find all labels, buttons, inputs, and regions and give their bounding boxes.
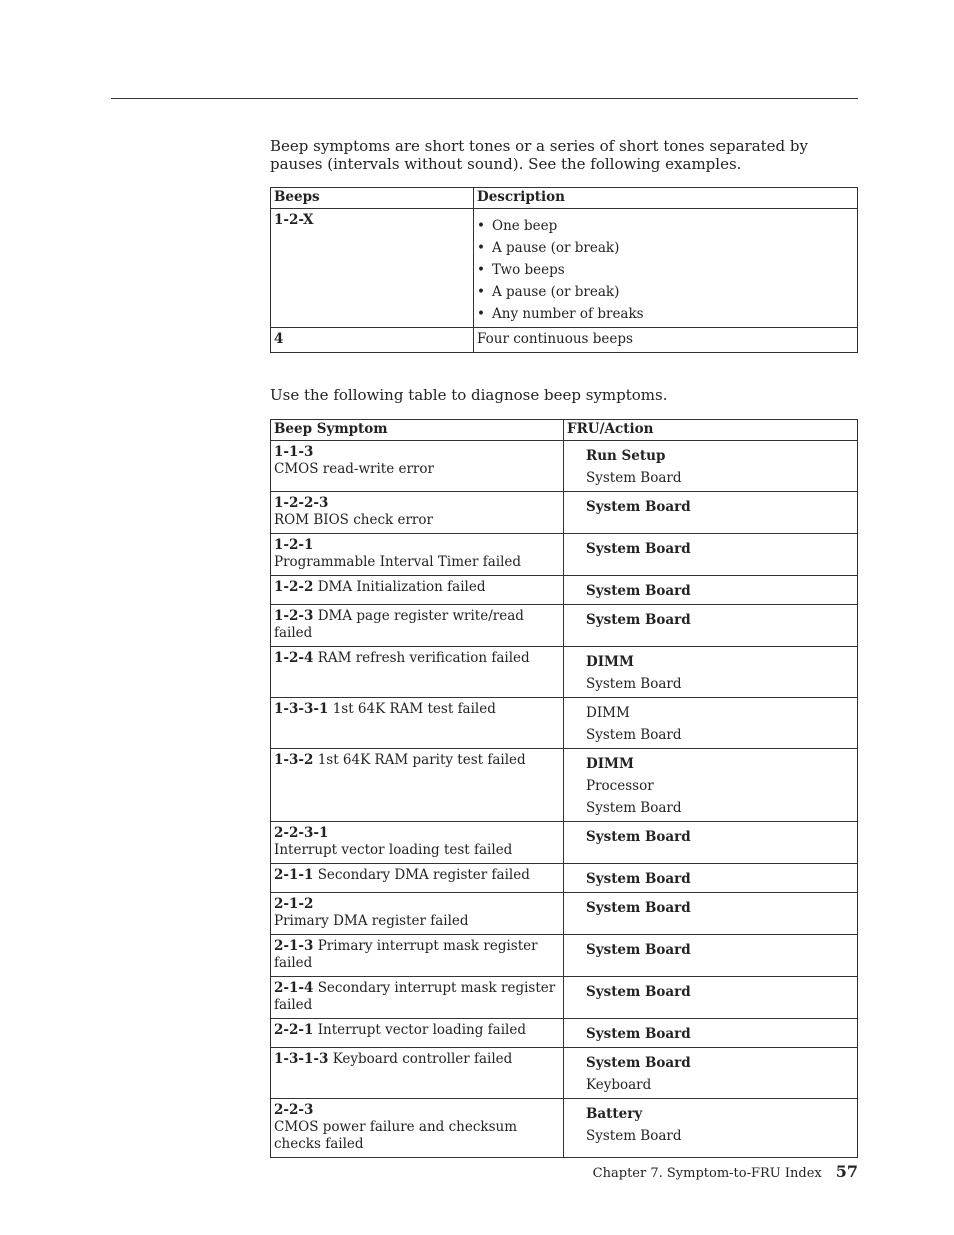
list-item: • A pause (or break) bbox=[477, 240, 620, 256]
page-number: 57 bbox=[835, 1162, 858, 1181]
top-rule bbox=[111, 98, 858, 99]
symptom-description: Interrupt vector loading test failed bbox=[274, 842, 513, 858]
fru-item: Processor bbox=[586, 778, 654, 794]
table-row bbox=[271, 209, 858, 328]
symptom-description: 1st 64K RAM test failed bbox=[332, 701, 496, 717]
beep-code: 2-1-1 bbox=[274, 867, 314, 883]
fru-action-cell bbox=[564, 1019, 858, 1048]
bullet-icon: • bbox=[477, 240, 485, 256]
beep-code: 1-2-2 bbox=[274, 579, 314, 595]
beep-symptom-cell bbox=[271, 1099, 564, 1158]
chapter-title: Chapter 7. Symptom-to-FRU Index bbox=[592, 1166, 822, 1181]
fru-item: System Board bbox=[586, 470, 682, 486]
table-row bbox=[271, 749, 858, 822]
beep-code: 2-1-3 bbox=[274, 938, 314, 954]
table-row bbox=[271, 977, 858, 1019]
table-header-row bbox=[271, 420, 858, 441]
beep-code: 1-3-1-3 bbox=[274, 1051, 329, 1067]
column-header: Beep Symptom bbox=[271, 420, 564, 441]
fru-item: System Board bbox=[586, 1055, 691, 1071]
fru-item: System Board bbox=[586, 1026, 691, 1042]
beep-description bbox=[474, 209, 858, 328]
fru-item: DIMM bbox=[586, 705, 630, 721]
instruction-text: Use the following table to diagnose beep symptoms. bbox=[270, 386, 668, 404]
beep-code: 2-1-4 bbox=[274, 980, 314, 996]
fru-item: Keyboard bbox=[586, 1077, 652, 1093]
symptom-table-body bbox=[271, 441, 858, 1158]
symptom-description: Secondary interrupt mask register failed bbox=[274, 980, 556, 1013]
table-row bbox=[271, 647, 858, 698]
beep-symptom-cell bbox=[271, 441, 564, 492]
beep-code: 4 bbox=[271, 328, 474, 353]
intro-paragraph: Beep symptoms are short tones or a series of short tones separated by pauses (intervals without sound). See the following examples. bbox=[270, 137, 808, 173]
table-row bbox=[271, 441, 858, 492]
fru-action-cell bbox=[564, 864, 858, 893]
fru-item: System Board bbox=[586, 727, 682, 743]
fru-action-cell bbox=[564, 935, 858, 977]
symptom-description: DMA page register write/read failed bbox=[274, 608, 524, 641]
beep-symptom-cell bbox=[271, 1019, 564, 1048]
beep-description: Four continuous beeps bbox=[474, 328, 858, 353]
beep-code: 1-2-2-3 bbox=[274, 495, 329, 511]
fru-item: System Board bbox=[586, 871, 691, 887]
fru-item: System Board bbox=[586, 800, 682, 816]
list-item: • One beep bbox=[477, 218, 558, 234]
beep-symptom-cell bbox=[271, 605, 564, 647]
fru-item: System Board bbox=[586, 612, 691, 628]
page-content bbox=[270, 137, 858, 1158]
bullet-icon: • bbox=[477, 218, 485, 234]
symptom-description: Primary interrupt mask register failed bbox=[274, 938, 538, 971]
fru-item: DIMM bbox=[586, 756, 634, 772]
symptom-description: Secondary DMA register failed bbox=[317, 867, 530, 883]
column-header: FRU/Action bbox=[564, 420, 858, 441]
fru-action-cell bbox=[564, 492, 858, 534]
fru-item: System Board bbox=[586, 900, 691, 916]
beep-symptom-cell bbox=[271, 534, 564, 576]
symptom-description: CMOS read-write error bbox=[274, 461, 434, 477]
fru-action-cell bbox=[564, 534, 858, 576]
fru-action-cell bbox=[564, 822, 858, 864]
beep-code: 1-2-X bbox=[271, 209, 474, 328]
fru-action-cell bbox=[564, 1048, 858, 1099]
beep-code: 1-3-2 bbox=[274, 752, 314, 768]
beep-symptom-cell bbox=[271, 864, 564, 893]
symptom-description: DMA Initialization failed bbox=[317, 579, 486, 595]
column-header: Beeps bbox=[271, 188, 474, 209]
beep-code: 1-1-3 bbox=[274, 444, 314, 460]
beep-symptom-cell bbox=[271, 935, 564, 977]
table-row bbox=[271, 1048, 858, 1099]
fru-item: System Board bbox=[586, 499, 691, 515]
fru-item: Battery bbox=[586, 1106, 643, 1122]
symptom-description: Programmable Interval Timer failed bbox=[274, 554, 522, 570]
fru-action-cell bbox=[564, 647, 858, 698]
symptom-description: Interrupt vector loading failed bbox=[317, 1022, 526, 1038]
table-row bbox=[271, 1099, 858, 1158]
fru-action-cell bbox=[564, 576, 858, 605]
symptom-description: Keyboard controller failed bbox=[332, 1051, 513, 1067]
table-row bbox=[271, 822, 858, 864]
beep-symptom-cell bbox=[271, 822, 564, 864]
beep-code: 1-2-1 bbox=[274, 537, 314, 553]
table-row bbox=[271, 864, 858, 893]
description-list bbox=[477, 218, 854, 323]
bullet-icon: • bbox=[477, 284, 485, 300]
table-row bbox=[271, 328, 858, 353]
column-header: Description bbox=[474, 188, 858, 209]
list-item: • A pause (or break) bbox=[477, 284, 620, 300]
fru-action-cell bbox=[564, 1099, 858, 1158]
beep-symptom-table bbox=[270, 419, 858, 1158]
beep-symptom-cell bbox=[271, 893, 564, 935]
list-item: • Two beeps bbox=[477, 262, 565, 278]
list-item: • Any number of breaks bbox=[477, 306, 644, 322]
beep-symptom-cell bbox=[271, 698, 564, 749]
fru-item: System Board bbox=[586, 1128, 682, 1144]
fru-action-cell bbox=[564, 441, 858, 492]
fru-action-cell bbox=[564, 605, 858, 647]
table-row bbox=[271, 605, 858, 647]
fru-action-cell bbox=[564, 977, 858, 1019]
beep-code: 2-1-2 bbox=[274, 896, 314, 912]
table-row bbox=[271, 893, 858, 935]
beep-symptom-cell bbox=[271, 977, 564, 1019]
table-row bbox=[271, 534, 858, 576]
beep-symptom-cell bbox=[271, 749, 564, 822]
beep-code: 1-2-3 bbox=[274, 608, 314, 624]
beep-symptom-cell bbox=[271, 1048, 564, 1099]
bullet-icon: • bbox=[477, 306, 485, 322]
table-row bbox=[271, 935, 858, 977]
table-row bbox=[271, 698, 858, 749]
beep-symptom-cell bbox=[271, 647, 564, 698]
fru-item: System Board bbox=[586, 984, 691, 1000]
table-row bbox=[271, 492, 858, 534]
fru-item: System Board bbox=[586, 942, 691, 958]
fru-action-cell bbox=[564, 893, 858, 935]
bullet-icon: • bbox=[477, 262, 485, 278]
beep-code: 2-2-3-1 bbox=[274, 825, 329, 841]
symptom-description: RAM refresh verification failed bbox=[317, 650, 530, 666]
symptom-description: 1st 64K RAM parity test failed bbox=[317, 752, 526, 768]
beep-code: 1-2-4 bbox=[274, 650, 314, 666]
table-row bbox=[271, 576, 858, 605]
fru-item: System Board bbox=[586, 829, 691, 845]
beep-code: 2-2-1 bbox=[274, 1022, 314, 1038]
beep-symptom-cell bbox=[271, 492, 564, 534]
fru-item: System Board bbox=[586, 676, 682, 692]
beep-symptom-cell bbox=[271, 576, 564, 605]
symptom-description: ROM BIOS check error bbox=[274, 512, 433, 528]
fru-item: Run Setup bbox=[586, 448, 666, 464]
beep-examples-table bbox=[270, 187, 858, 353]
beep-code: 2-2-3 bbox=[274, 1102, 314, 1118]
table-header-row bbox=[271, 188, 858, 209]
table-row bbox=[271, 1019, 858, 1048]
symptom-description: Primary DMA register failed bbox=[274, 913, 469, 929]
fru-item: System Board bbox=[586, 583, 691, 599]
fru-item: System Board bbox=[586, 541, 691, 557]
symptom-description: CMOS power failure and checksum checks failed bbox=[274, 1119, 518, 1152]
page-footer bbox=[593, 1162, 858, 1181]
fru-action-cell bbox=[564, 698, 858, 749]
beep-code: 1-3-3-1 bbox=[274, 701, 329, 717]
fru-item: DIMM bbox=[586, 654, 634, 670]
fru-action-cell bbox=[564, 749, 858, 822]
